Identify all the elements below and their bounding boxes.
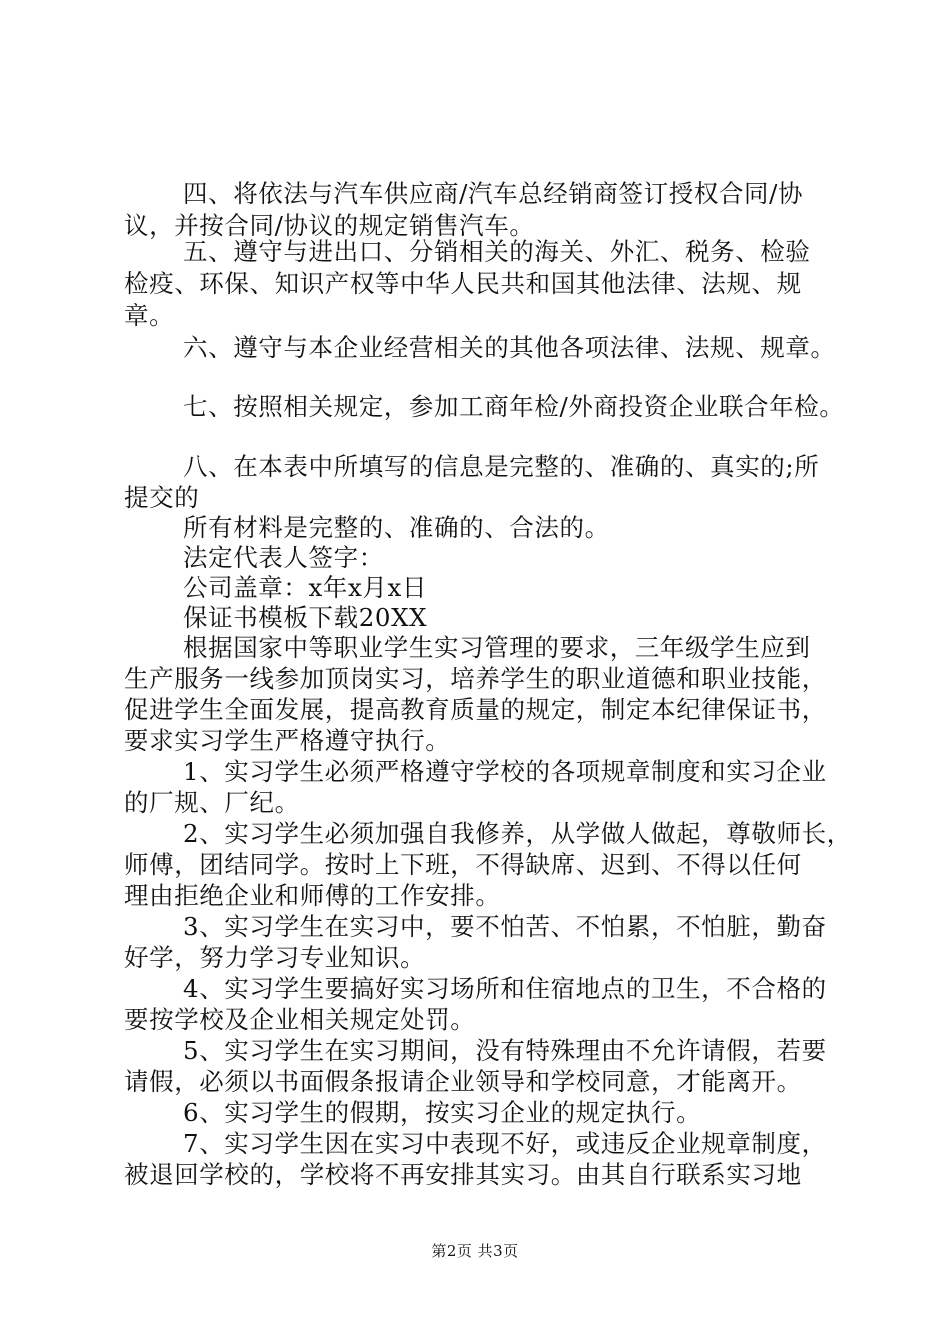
text-line: 2、实习学生必须加强自我修养，从学做人做起，尊敬师长， <box>183 819 852 848</box>
text-line: 请假，必须以书面假条报请企业领导和学校同意，才能离开。 <box>124 1067 802 1096</box>
text-line: 生产服务一线参加顶岗实习，培养学生的职业道德和职业技能， <box>124 664 827 693</box>
text-line: 师傅，团结同学。按时上下班，不得缺席、迟到、不得以任何 <box>124 850 802 879</box>
text-line: 促进学生全面发展，提高教育质量的规定，制定本纪律保证书， <box>124 695 827 724</box>
text-line: 4、实习学生要搞好实习场所和住宿地点的卫生，不合格的 <box>183 974 827 1003</box>
section-title: 保证书模板下载20XX <box>183 603 428 632</box>
text-line: 的厂规、厂纪。 <box>124 788 300 817</box>
text-line: 5、实习学生在实习期间，没有特殊理由不允许请假，若要 <box>183 1036 827 1065</box>
text-line: 被退回学校的，学校将不再安排其实习。由其自行联系实习地 <box>124 1160 802 1189</box>
text-line: 六、遵守与本企业经营相关的其他各项法律、法规、规章。 <box>183 333 836 362</box>
text-line: 议，并按合同/协议的规定销售汽车。 <box>124 211 535 240</box>
text-line: 3、实习学生在实习中，要不怕苦、不怕累，不怕脏，勤奋 <box>183 912 827 941</box>
text-line: 章。 <box>124 301 175 330</box>
text-line: 四、将依法与汽车供应商/汽车总经销商签订授权合同/协 <box>183 179 804 208</box>
text-line: 八、在本表中所填写的信息是完整的、准确的、真实的;所 <box>183 452 820 481</box>
text-line: 理由拒绝企业和师傅的工作安排。 <box>124 881 501 910</box>
seal-date-label: 公司盖章：x年x月x日 <box>183 573 428 602</box>
text-line: 提交的 <box>124 483 200 512</box>
text-line: 1、实习学生必须严格遵守学校的各项规章制度和实习企业 <box>183 757 827 786</box>
text-line: 6、实习学生的假期，按实习企业的规定执行。 <box>183 1098 702 1127</box>
text-line: 七、按照相关规定，参加工商年检/外商投资企业联合年检。 <box>183 392 845 421</box>
text-line: 好学，努力学习专业知识。 <box>124 943 426 972</box>
page-number: 第2页 共3页 <box>431 1242 519 1260</box>
text-line: 7、实习学生因在实习中表现不好，或违反企业规章制度， <box>183 1129 827 1158</box>
signature-label: 法定代表人签字： <box>183 543 384 572</box>
text-line: 检疫、环保、知识产权等中华人民共和国其他法律、法规、规 <box>124 269 802 298</box>
text-line: 要求实习学生严格遵守执行。 <box>124 726 451 755</box>
text-line: 五、遵守与进出口、分销相关的海关、外汇、税务、检验 <box>183 237 811 266</box>
text-line: 根据国家中等职业学生实习管理的要求，三年级学生应到 <box>183 633 811 662</box>
text-line: 所有材料是完整的、准确的、合法的。 <box>183 513 610 542</box>
text-line: 要按学校及企业相关规定处罚。 <box>124 1005 476 1034</box>
